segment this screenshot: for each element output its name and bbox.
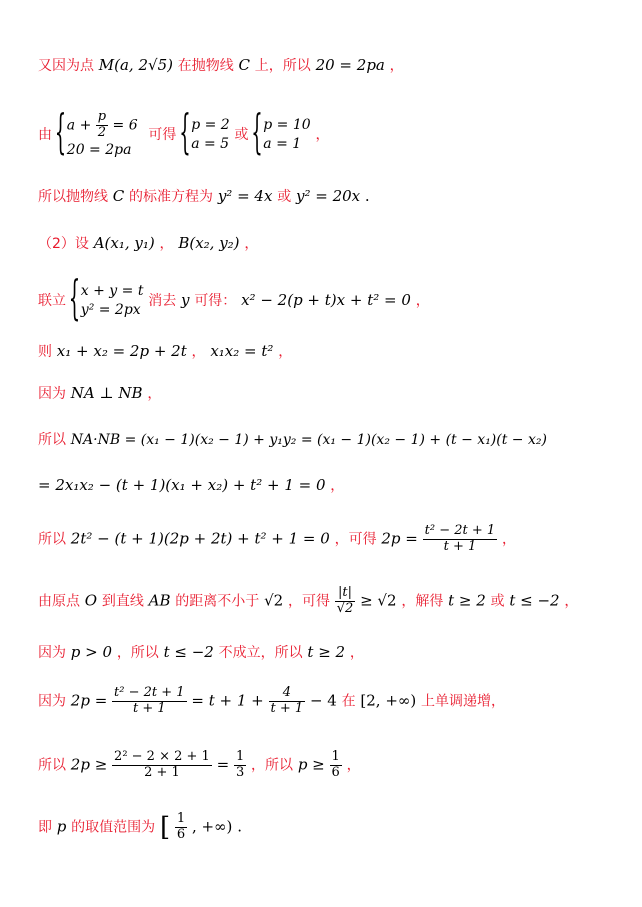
curve-c: C xyxy=(112,187,125,205)
system-row: { x + y = t xyxy=(80,283,144,299)
system-row: 20 = 2pa xyxy=(66,141,132,158)
text: 则 xyxy=(38,344,52,360)
text: 由原点 xyxy=(38,593,80,610)
equation-system-2 xyxy=(181,116,230,154)
system-row: y² = 2px xyxy=(80,301,141,318)
fraction xyxy=(330,750,342,781)
fraction xyxy=(96,110,108,141)
punct: ， xyxy=(346,757,361,774)
text: 消去 xyxy=(148,292,177,309)
punct: ， xyxy=(330,478,345,494)
equation-system-3 xyxy=(253,116,310,154)
equation: = 2x₁x₂ − (t + 1)(x₁ + x₂) + t² + 1 = 0 xyxy=(38,476,326,494)
line-7 xyxy=(38,386,161,401)
text: 即 xyxy=(38,819,52,836)
text: 因为 xyxy=(38,693,66,710)
text: 所以 xyxy=(38,757,66,774)
fraction xyxy=(175,812,187,843)
text: 联立 xyxy=(38,292,66,309)
expr: 2p = xyxy=(381,529,418,548)
text: ，可得 xyxy=(334,531,377,548)
text: 或 xyxy=(490,593,505,610)
text: 可得 xyxy=(148,126,177,143)
expr: a + xyxy=(66,117,92,134)
text: 或 xyxy=(277,189,292,205)
expr: ≥ √2 xyxy=(360,591,397,610)
fraction xyxy=(269,686,306,717)
denominator: t + 1 xyxy=(270,700,304,716)
text: 不成立，所以 xyxy=(218,645,303,661)
variable: y xyxy=(181,290,190,309)
inequality: t ≥ 2 xyxy=(307,643,346,661)
expr: p ≥ xyxy=(297,755,325,774)
denominator: t + 1 xyxy=(132,700,166,716)
denominator: √2 xyxy=(336,600,354,616)
equation-system-1 xyxy=(57,110,138,160)
equation: NA·NB = (x₁ − 1)(x₂ − 1) + y₁y₂ = (x₁ − 1)(x₂ − 1) + (t − x₁)(t − x₂) xyxy=(70,432,547,448)
line-1 xyxy=(38,58,404,73)
line-9 xyxy=(38,478,344,493)
text: （2）设 xyxy=(38,236,89,252)
line-13 xyxy=(38,686,505,717)
expr: = t + 1 + xyxy=(191,691,264,710)
numerator: 2² − 2 × 2 + 1 xyxy=(114,749,210,764)
punct: . xyxy=(364,187,370,205)
text: ，可得 xyxy=(287,593,330,610)
line-ab: AB xyxy=(148,591,171,610)
numerator: t² − 2t + 1 xyxy=(424,523,496,538)
denominator: 2 + 1 xyxy=(144,764,180,780)
fraction xyxy=(234,750,246,781)
punct: ， xyxy=(278,344,293,360)
text: 上，所以 xyxy=(254,58,311,74)
point-a: A(x₁, y₁) xyxy=(93,234,155,252)
numerator: 1 xyxy=(176,811,186,826)
text: ，解得 xyxy=(401,593,444,610)
text: 上单调递增， xyxy=(421,693,506,710)
interval: [2, +∞) xyxy=(360,691,417,710)
denominator: 2 xyxy=(97,124,107,140)
text: 的标准方程为 xyxy=(129,189,214,205)
equation: x₁ + x₂ = 2p + 2t xyxy=(56,342,187,360)
line-2 xyxy=(38,110,329,160)
punct: . xyxy=(237,817,242,836)
fraction xyxy=(112,750,212,781)
system-row: a = 1 xyxy=(263,135,302,152)
punct: ， xyxy=(349,645,364,661)
text: 在抛物线 xyxy=(177,58,234,74)
inequality: t ≥ 2 xyxy=(448,591,486,610)
equation-system xyxy=(71,282,144,320)
relation: NA ⊥ NB xyxy=(70,384,143,402)
punct: ， xyxy=(159,236,174,252)
numerator: t² − 2t + 1 xyxy=(114,685,185,700)
text: 所以 xyxy=(38,531,66,548)
text: 因为 xyxy=(38,645,66,661)
point-o: O xyxy=(84,591,98,610)
punct: ， xyxy=(191,344,206,360)
text: 在 xyxy=(341,693,356,710)
punct: ， xyxy=(501,531,516,548)
interval-bracket: [ xyxy=(159,812,171,843)
interval-end: , +∞) xyxy=(191,817,233,836)
expr: 2p = xyxy=(70,691,108,710)
line-10 xyxy=(38,524,516,555)
denominator: 6 xyxy=(331,764,340,780)
point-b: B(x₂, y₂) xyxy=(178,234,240,252)
equation: 20 = 2pa xyxy=(315,56,385,74)
punct: ， xyxy=(564,593,579,610)
equation: 2t² − (t + 1)(2p + 2t) + t² + 1 = 0 xyxy=(70,529,330,548)
text: ，所以 xyxy=(116,645,159,661)
equation: y² = 20x xyxy=(296,187,361,205)
denominator: t + 1 xyxy=(443,538,477,554)
punct: ， xyxy=(415,292,430,309)
variable: p xyxy=(56,817,67,836)
text: 到直线 xyxy=(101,593,144,610)
line-11 xyxy=(38,586,578,617)
numerator: 1 xyxy=(331,749,340,764)
line-5 xyxy=(38,282,430,320)
numerator: 1 xyxy=(235,749,245,764)
numerator: 4 xyxy=(269,686,306,702)
equation: x² − 2(p + t)x + t² = 0 xyxy=(241,290,411,309)
numerator: p xyxy=(97,109,107,124)
fraction xyxy=(423,524,498,555)
expr: 2p ≥ xyxy=(70,755,108,774)
line-12 xyxy=(38,645,364,660)
punct: ， xyxy=(389,58,404,74)
expr: = xyxy=(216,755,230,774)
inequality: t ≤ −2 xyxy=(163,643,214,661)
curve-c: C xyxy=(238,56,251,74)
line-8 xyxy=(38,432,547,447)
line-14 xyxy=(38,750,361,781)
line-3 xyxy=(38,189,370,204)
inequality: p > 0 xyxy=(70,643,113,661)
equation: y² = 4x xyxy=(217,187,273,205)
text: 的距离不小于 xyxy=(175,593,260,610)
text: 或 xyxy=(234,126,249,143)
system-row: { p = 2 xyxy=(191,117,230,133)
text: ，所以 xyxy=(251,757,294,774)
punct: ， xyxy=(244,236,259,252)
text: 又因为点 xyxy=(38,58,94,74)
point-m: M(a, 2√5) xyxy=(98,56,173,74)
fraction xyxy=(335,586,356,617)
line-6 xyxy=(38,344,292,359)
text: 所以 xyxy=(38,432,66,448)
equation: x₁x₂ = t² xyxy=(210,342,274,360)
value: √2 xyxy=(264,591,284,610)
numerator: |t| xyxy=(335,586,356,602)
punct: ， xyxy=(315,126,330,143)
expr: − 4 xyxy=(309,691,337,710)
system-row: a = 5 xyxy=(191,135,230,152)
expr: = 6 xyxy=(112,117,138,134)
text: 的取值范围为 xyxy=(71,819,156,836)
punct: ， xyxy=(147,386,162,402)
inequality: t ≤ −2 xyxy=(509,591,560,610)
line-15 xyxy=(38,812,242,843)
denominator: 6 xyxy=(176,826,186,842)
system-row xyxy=(67,110,138,141)
line-4 xyxy=(38,236,258,251)
denominator: 3 xyxy=(235,764,245,780)
text: 所以抛物线 xyxy=(38,189,108,205)
system-row: { p = 10 xyxy=(263,117,311,133)
text: 可得： xyxy=(194,292,237,309)
text: 由 xyxy=(38,126,52,143)
text: 因为 xyxy=(38,386,66,402)
fraction xyxy=(112,686,187,717)
